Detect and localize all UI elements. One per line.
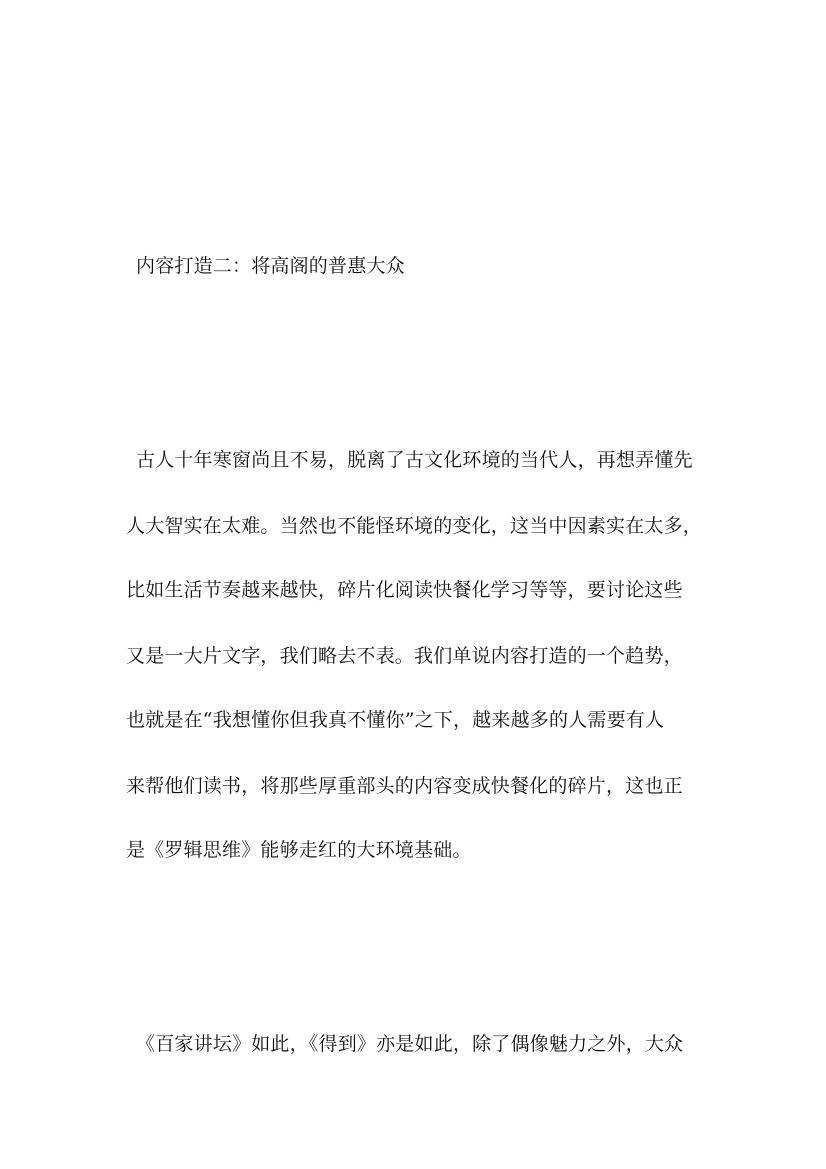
section-heading: 内容打造二：将高阁的普惠大众 bbox=[136, 255, 405, 277]
paragraph-line: 又是一大片文字，我们略去不表。我们单说内容打造的一个趋势， bbox=[126, 645, 683, 667]
paragraph-line: 来帮他们读书，将那些厚重部头的内容变成快餐化的碎片，这也正 bbox=[126, 775, 683, 797]
paragraph-line: 是《罗辑思维》能够走红的大环境基础。 bbox=[126, 839, 472, 861]
paragraph-line: 古人十年寒窗尚且不易，脱离了古文化环境的当代人，再想弄懂先 bbox=[136, 449, 693, 471]
paragraph-line: 也就是在“我想懂你但我真不懂你”之下，越来越多的人需要有人 bbox=[126, 709, 665, 731]
paragraph-line: 人大智实在太难。当然也不能怪环境的变化，这当中因素实在太多， bbox=[126, 515, 703, 537]
paragraph-line: 比如生活节奏越来越快，碎片化阅读快餐化学习等等，要讨论这些 bbox=[126, 579, 683, 601]
paragraph-line: 《百家讲坛》如此，《得到》亦是如此，除了偶像魅力之外，大众 bbox=[136, 1033, 684, 1055]
